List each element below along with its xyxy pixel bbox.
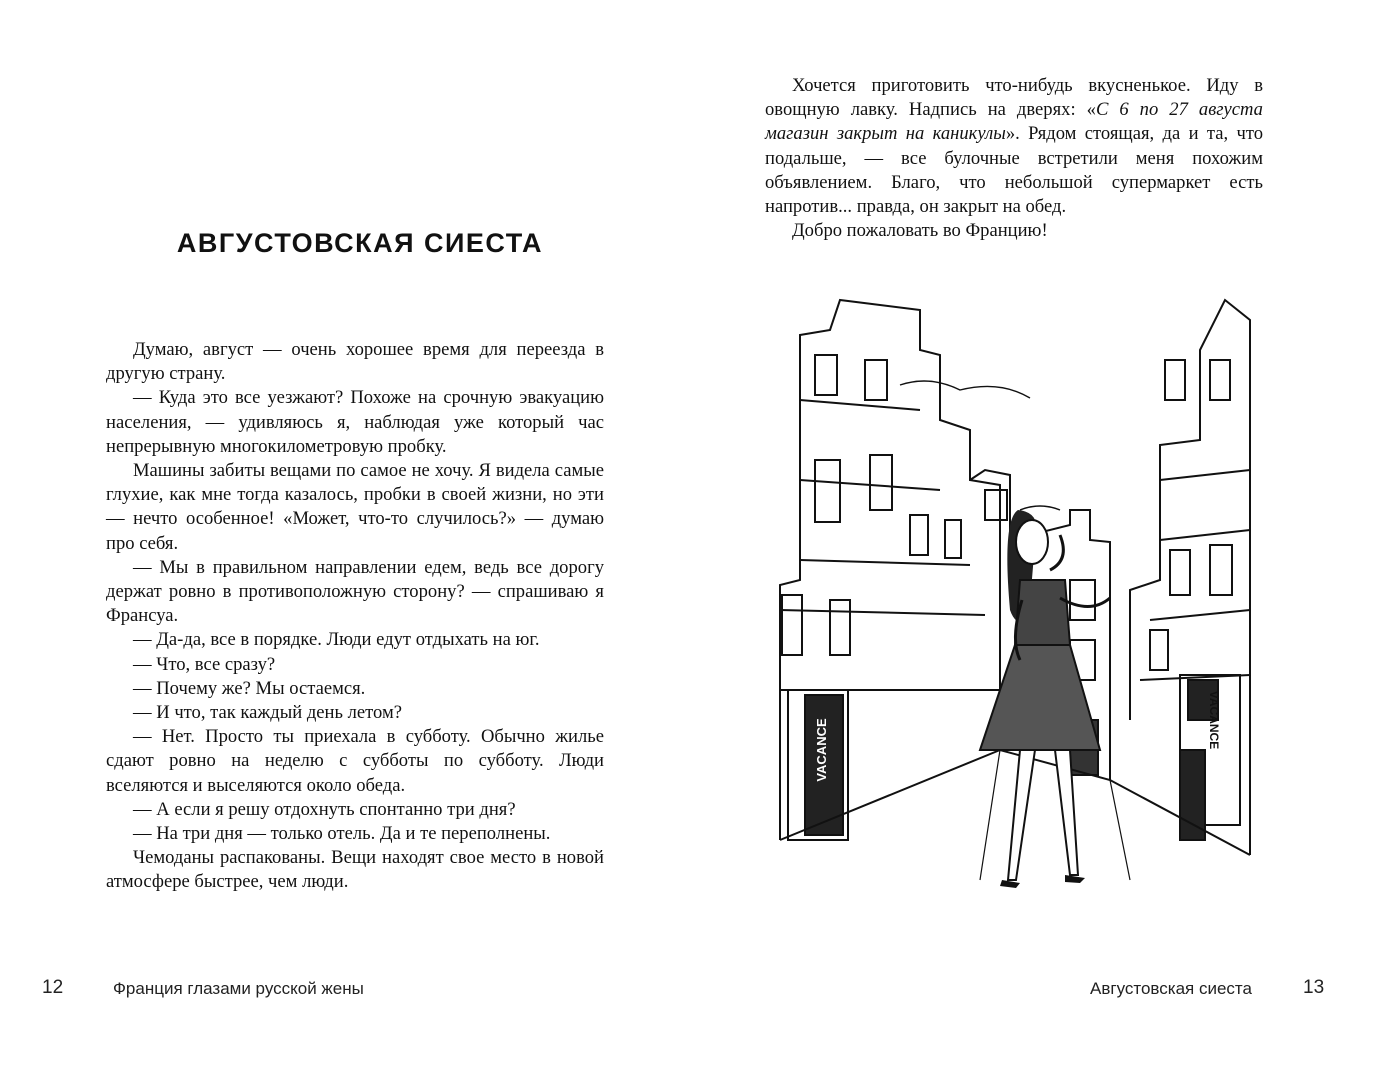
paragraph-text: ». Рядом стоящая, да и та, что подальше, — все булочные встретили меня похожим объявлением. Благо, что небольшой супермаркет есть напротив... правда, он закрыт на обед. [765,123,1263,218]
page-number-right: 13 [1303,977,1325,998]
vacance-sign-left: VACANCE [814,718,829,782]
page-number-left: 12 [42,977,64,998]
paragraph: Думаю, август — очень хорошее время для переезда в другую страну. [106,339,604,385]
paragraph [765,74,1263,219]
paragraph: — Почему же? Мы остаемся. [133,677,366,699]
paragraph: Чемоданы распакованы. Вещи находят свое место в новой атмосфере быстрее, чем люди. [106,847,604,893]
street-illustration [770,280,1260,890]
paragraph: — А если я решу отдохнуть спонтанно три дня? [133,798,516,820]
running-head-left: Франция глазами русской жены [113,979,364,998]
paragraph: — И что, так каждый день летом? [133,702,403,724]
vacance-sign-right: VACANCE [1207,690,1221,750]
paragraph: — Куда это все уезжают? Похоже на срочную эвакуацию населения, — удивляюсь я, наблюдая уже который час непрерывную многокилометровую пробку. [106,387,604,457]
running-head-right: Августовская сиеста [1090,979,1252,998]
paragraph: — Да-да, все в порядке. Люди едут отдыхать на юг. [133,629,540,651]
paragraph: — Что, все сразу? [133,653,276,675]
chapter-title: АВГУСТОВСКАЯ СИЕСТА [176,228,544,258]
paragraph: Добро пожаловать во Францию! [792,220,1048,242]
left-page-text [106,338,604,895]
paragraph-text: Хочется приготовить что-нибудь вкусненькое. Иду в овощную лавку. Надпись на дверях: « [765,75,1263,121]
paragraph: — Нет. Просто ты приехала в субботу. Обычно жилье сдают ровно на неделю с субботы по субботу. Люди вселяются и выселяются около обеда. [106,726,604,796]
italic-sign-text: С 6 по 27 августа магазин закрыт на каникулы [765,99,1263,145]
paragraph: — Мы в правильном направлении едем, ведь все дорогу держат ровно в противоположную сторону? — спрашиваю я Франсуа. [106,556,604,627]
paragraph: — На три дня — только отель. Да и те переполнены. [133,823,551,845]
paragraph: Машины забиты вещами по самое не хочу. Я видела самые глухие, как мне тогда казалось, пробки в своей жизни, но эти — нечто особенное! «Может, что-то случилось?» — думаю про себя. [106,460,604,554]
right-page-text [765,74,1263,243]
